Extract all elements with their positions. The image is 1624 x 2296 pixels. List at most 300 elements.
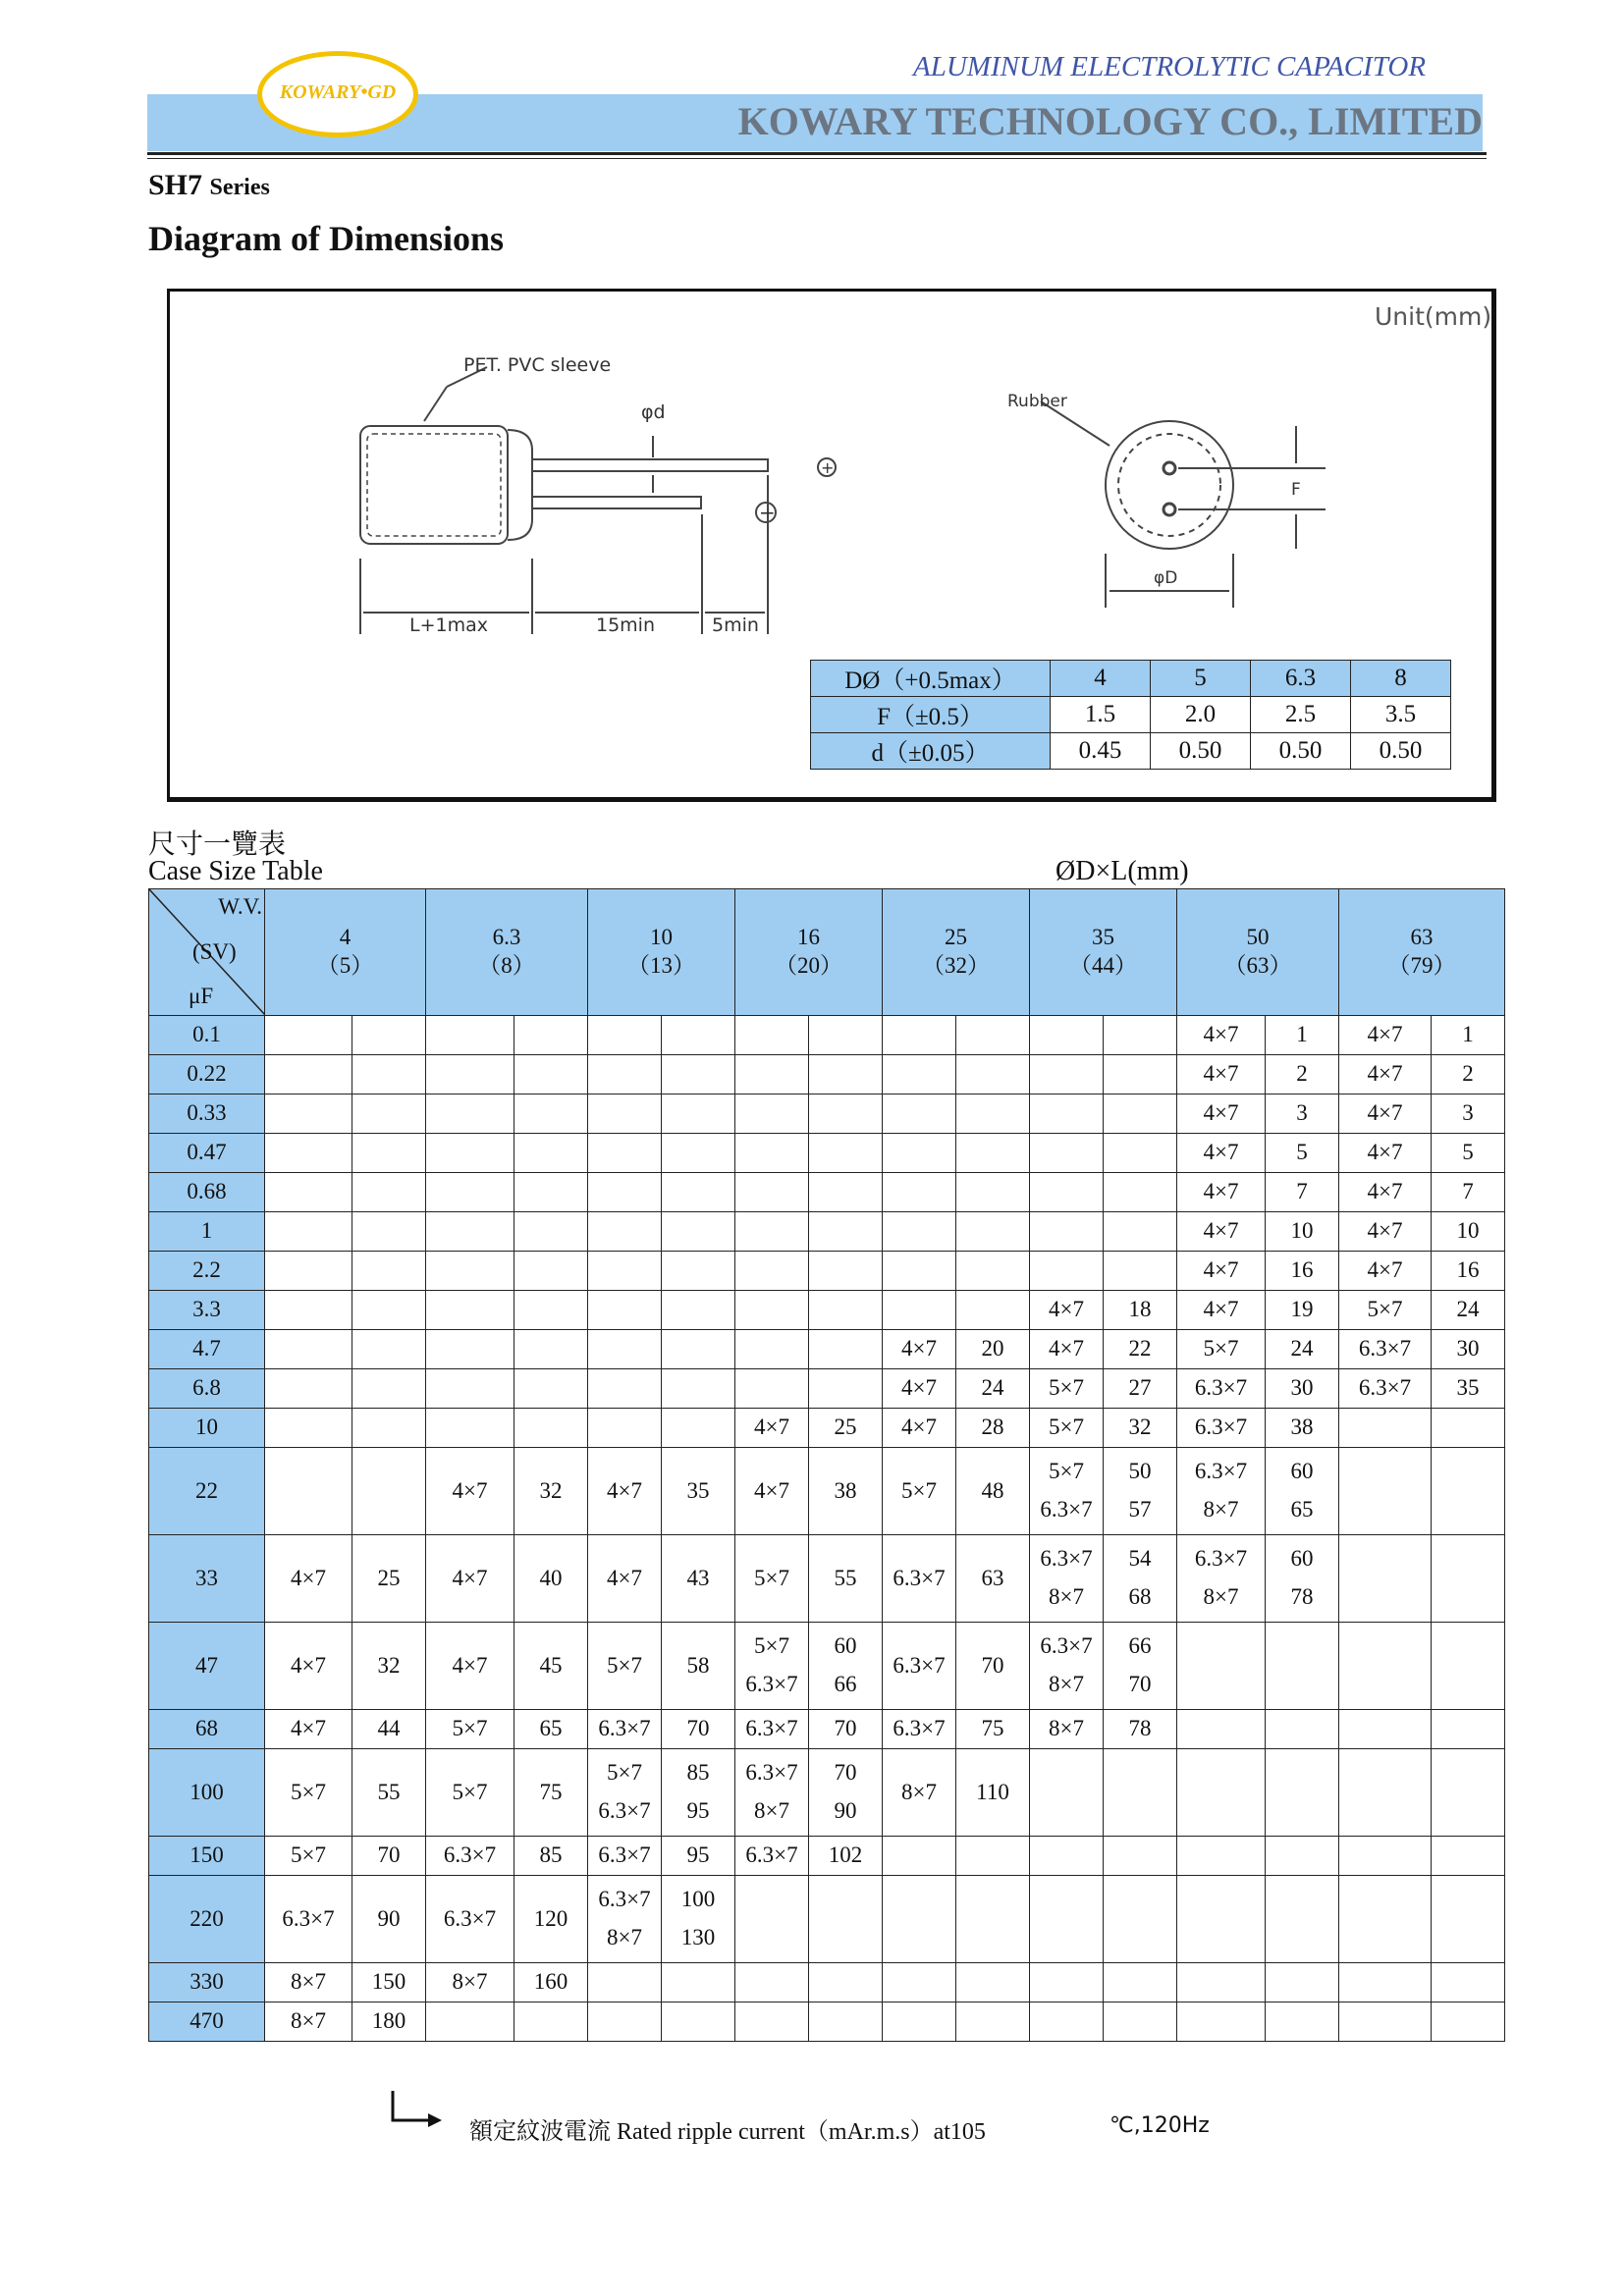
footnote-unit: ℃,120Hz	[1110, 2113, 1210, 2138]
case-size-cell	[588, 1173, 662, 1212]
rubber-label: Rubber	[1007, 392, 1067, 411]
ripple-value: 70	[686, 1716, 710, 1741]
ripple-value: 28	[981, 1415, 1004, 1440]
capacitance-cell: 150	[149, 1837, 265, 1876]
case-size-cell	[426, 1134, 514, 1173]
case-size-value: 6.3×7	[443, 1842, 497, 1868]
ripple-value: 90	[834, 1798, 857, 1823]
case-size-cell	[1339, 1095, 1432, 1134]
ripple-current-cell	[956, 1448, 1030, 1535]
end-length-label: 5min	[712, 614, 759, 636]
case-size-cell	[426, 1876, 514, 1963]
case-size-value: 6.3×7	[1358, 1336, 1412, 1362]
ripple-value: 100	[680, 1887, 716, 1912]
ripple-current-cell	[1104, 1095, 1177, 1134]
ripple-current-cell	[352, 2002, 426, 2042]
ripple-current-cell	[1432, 1409, 1505, 1448]
dim-cell: 2.5	[1251, 697, 1351, 733]
case-size-cell	[735, 1409, 809, 1448]
case-size-value: 6.3×7	[1358, 1375, 1412, 1401]
case-size-value: 6.3×7	[1194, 1375, 1248, 1401]
case-size-cell	[1339, 1369, 1432, 1409]
ripple-value: 7	[1296, 1179, 1308, 1204]
ripple-current-cell	[1104, 1252, 1177, 1291]
unit-label: Unit(mm)	[1375, 302, 1492, 331]
ripple-current-cell	[809, 1173, 883, 1212]
ripple-current-cell	[352, 1173, 426, 1212]
case-size-cell	[1339, 1535, 1432, 1623]
case-size-value: 4×7	[1203, 1100, 1239, 1126]
case-size-cell	[1030, 1095, 1104, 1134]
ripple-current-cell	[662, 1291, 735, 1330]
case-size-cell	[1030, 1291, 1104, 1330]
ripple-value: 24	[1456, 1297, 1480, 1322]
ripple-current-cell	[956, 1291, 1030, 1330]
ripple-value: 58	[686, 1652, 710, 1678]
case-size-value: 6.3×7	[1040, 1546, 1093, 1572]
case-size-cell	[1177, 1095, 1266, 1134]
capacitance-cell: 330	[149, 1963, 265, 2002]
case-size-cell	[883, 1134, 956, 1173]
ripple-value: 7	[1462, 1179, 1474, 1204]
ripple-current-cell	[809, 1409, 883, 1448]
capacitance-cell: 0.22	[149, 1055, 265, 1095]
case-size-cell	[1339, 1448, 1432, 1535]
case-size-cell	[1339, 1963, 1432, 2002]
case-size-cell	[883, 1710, 956, 1749]
lead-length-label: 15min	[596, 614, 656, 636]
corner-sv-label: (SV)	[192, 939, 237, 964]
ripple-value: 55	[834, 1565, 857, 1590]
ripple-value: 150	[371, 1969, 406, 1995]
case-size-value: 4×7	[1203, 1022, 1239, 1047]
ripple-value: 3	[1296, 1100, 1308, 1126]
case-size-value: 8×7	[754, 1798, 789, 1823]
case-size-value: 6.3×7	[598, 1716, 651, 1741]
case-size-cell	[1177, 1535, 1266, 1623]
case-size-cell	[1030, 1535, 1104, 1623]
dim-cell: 1.5	[1051, 697, 1151, 733]
ripple-current-cell	[1266, 1837, 1339, 1876]
case-size-cell	[735, 1134, 809, 1173]
case-size-cell	[735, 1963, 809, 2002]
ripple-value: 60	[1290, 1546, 1314, 1572]
ripple-value: 85	[686, 1760, 710, 1786]
case-size-cell	[588, 1212, 662, 1252]
case-size-cell	[1030, 1212, 1104, 1252]
dim-row-label: F（±0.5）	[811, 697, 1051, 733]
case-size-value: 4×7	[1203, 1061, 1239, 1087]
ripple-current-cell	[514, 1749, 588, 1837]
ripple-value: 38	[1290, 1415, 1314, 1440]
ripple-value: 18	[1128, 1297, 1152, 1322]
case-size-cell	[588, 1623, 662, 1710]
ripple-current-cell	[1104, 1330, 1177, 1369]
case-size-value: 4×7	[1367, 1257, 1403, 1283]
series-name: SH7	[148, 169, 203, 201]
ripple-current-cell	[809, 1876, 883, 1963]
ripple-current-cell	[1432, 1963, 1505, 2002]
case-size-cell	[1339, 1134, 1432, 1173]
ripple-value: 48	[981, 1477, 1004, 1503]
case-size-cell	[426, 1369, 514, 1409]
case-size-cell	[1177, 1963, 1266, 2002]
case-size-cell	[1177, 1623, 1266, 1710]
case-size-value: 4×7	[607, 1477, 642, 1503]
case-size-value: 4×7	[452, 1565, 488, 1590]
ripple-current-cell	[809, 1134, 883, 1173]
lead-diameter-label: φd	[641, 401, 666, 423]
header-rule-thin	[147, 158, 1487, 159]
sleeve-label: PET. PVC sleeve	[463, 354, 612, 376]
case-size-cell	[1030, 1409, 1104, 1448]
ripple-value: 60	[1290, 1459, 1314, 1484]
dim-row	[811, 697, 1451, 733]
case-size-cell	[1177, 1173, 1266, 1212]
case-row	[149, 1876, 1505, 1963]
ripple-current-cell	[1266, 2002, 1339, 2042]
ripple-current-cell	[1104, 1369, 1177, 1409]
ripple-current-cell	[1266, 1409, 1339, 1448]
ripple-current-cell	[662, 1016, 735, 1055]
case-size-cell	[883, 1409, 956, 1448]
case-size-value: 8×7	[1203, 1584, 1239, 1609]
case-size-value: 4×7	[1203, 1257, 1239, 1283]
ripple-current-cell	[1432, 1252, 1505, 1291]
case-size-cell	[1030, 1448, 1104, 1535]
case-size-cell	[883, 1369, 956, 1409]
surge-voltage: （79）	[1387, 953, 1456, 978]
case-size-cell	[883, 1016, 956, 1055]
ripple-current-cell	[956, 1409, 1030, 1448]
working-voltage: 50	[1246, 925, 1270, 950]
case-size-value: 4×7	[291, 1565, 326, 1590]
ripple-value: 65	[1290, 1497, 1314, 1522]
capacitance-cell: 68	[149, 1710, 265, 1749]
case-size-cell	[1030, 1876, 1104, 1963]
diameter-label: φD	[1154, 568, 1178, 588]
case-size-value: 6.3×7	[1194, 1415, 1248, 1440]
capacitance-cell: 0.68	[149, 1173, 265, 1212]
ripple-current-cell	[1432, 1212, 1505, 1252]
case-size-cell	[883, 1095, 956, 1134]
case-size-value: 5×7	[291, 1842, 326, 1868]
ripple-current-cell	[1266, 1252, 1339, 1291]
case-size-value: 4×7	[1203, 1297, 1239, 1322]
case-size-cell	[1339, 2002, 1432, 2042]
ripple-value: 3	[1462, 1100, 1474, 1126]
capacitance-cell: 2.2	[149, 1252, 265, 1291]
voltage-header	[735, 889, 883, 1016]
ripple-current-cell	[352, 1291, 426, 1330]
ripple-value: 70	[1128, 1672, 1152, 1696]
surge-voltage: （20）	[775, 953, 842, 978]
case-size-value: 5×7	[291, 1779, 326, 1804]
surge-voltage: （8）	[478, 953, 535, 978]
case-size-cell	[426, 1448, 514, 1535]
series-suffix: Series	[209, 175, 270, 200]
case-size-value: 6.3×7	[1194, 1546, 1248, 1572]
ripple-value: 40	[539, 1565, 563, 1590]
case-size-cell	[588, 1448, 662, 1535]
case-size-cell	[1339, 1055, 1432, 1095]
ripple-value: 160	[533, 1969, 568, 1995]
rubber-seal	[508, 430, 532, 540]
case-size-cell	[1339, 1252, 1432, 1291]
ripple-current-cell	[1266, 1055, 1339, 1095]
ripple-value: 2	[1462, 1061, 1474, 1087]
diagram-title: Diagram of Dimensions	[148, 219, 504, 258]
ripple-current-cell	[1266, 1173, 1339, 1212]
ripple-current-cell	[514, 1252, 588, 1291]
case-size-cell	[1177, 1134, 1266, 1173]
ripple-current-cell	[662, 2002, 735, 2042]
case-size-cell	[883, 1252, 956, 1291]
case-size-cell	[426, 1291, 514, 1330]
ripple-current-cell	[514, 1055, 588, 1095]
ripple-value: 25	[834, 1415, 857, 1440]
working-voltage: 6.3	[492, 925, 521, 950]
ripple-current-cell	[662, 1330, 735, 1369]
ripple-current-cell	[662, 1623, 735, 1710]
ripple-current-cell	[352, 1749, 426, 1837]
ripple-current-cell	[514, 1173, 588, 1212]
ripple-value: 16	[1456, 1257, 1480, 1283]
ripple-value: 102	[828, 1842, 863, 1868]
ripple-current-cell	[662, 1055, 735, 1095]
case-size-value: 6.3×7	[893, 1565, 946, 1590]
dim-header-label: DØ（+0.5max）	[811, 661, 1051, 697]
ripple-value: 85	[539, 1842, 563, 1868]
capacitance-cell: 0.33	[149, 1095, 265, 1134]
ripple-value: 66	[834, 1672, 857, 1696]
ripple-current-cell	[1432, 1837, 1505, 1876]
case-size-cell	[1339, 1749, 1432, 1837]
case-size-cell	[265, 1291, 352, 1330]
case-size-value: 8×7	[1049, 1672, 1084, 1696]
ripple-value: 5	[1296, 1140, 1308, 1165]
ripple-current-cell	[1432, 1330, 1505, 1369]
ripple-current-cell	[956, 2002, 1030, 2042]
case-size-cell	[1177, 2002, 1266, 2042]
positive-lead	[532, 459, 768, 471]
ripple-current-cell	[1266, 1535, 1339, 1623]
case-header-row	[149, 889, 1505, 1016]
case-size-cell	[588, 1876, 662, 1963]
ripple-current-cell	[1266, 1134, 1339, 1173]
case-size-cell	[883, 2002, 956, 2042]
ripple-current-cell	[1104, 1055, 1177, 1095]
case-size-cell	[1030, 1252, 1104, 1291]
case-size-cell	[1030, 1623, 1104, 1710]
case-size-cell	[1339, 1409, 1432, 1448]
case-size-cell	[426, 1837, 514, 1876]
dim-cell: 3.5	[1351, 697, 1451, 733]
case-row	[149, 1749, 1505, 1837]
ripple-value: 60	[834, 1633, 857, 1659]
ripple-current-cell	[662, 1409, 735, 1448]
case-row	[149, 1173, 1505, 1212]
case-size-cell	[735, 1173, 809, 1212]
case-size-cell	[883, 1623, 956, 1710]
ripple-value: 130	[680, 1925, 716, 1949]
case-size-value: 5×7	[1049, 1415, 1084, 1440]
end-view-outer	[1106, 421, 1233, 549]
case-size-value: 6.3×7	[893, 1652, 946, 1678]
case-size-cell	[1030, 1710, 1104, 1749]
ripple-value: 32	[377, 1652, 401, 1678]
ripple-current-cell	[352, 1016, 426, 1055]
ripple-current-cell	[514, 1134, 588, 1173]
ripple-value: 22	[1128, 1336, 1152, 1362]
case-size-cell	[265, 1212, 352, 1252]
case-size-cell	[265, 2002, 352, 2042]
ripple-value: 27	[1128, 1375, 1152, 1401]
ripple-current-cell	[1432, 1876, 1505, 1963]
ripple-value: 44	[377, 1716, 401, 1741]
capacitance-cell: 3.3	[149, 1291, 265, 1330]
ripple-current-cell	[1432, 2002, 1505, 2042]
case-size-value: 5×7	[754, 1633, 789, 1659]
ripple-current-cell	[1104, 1134, 1177, 1173]
case-size-cell	[265, 1876, 352, 1963]
ripple-current-cell	[956, 1876, 1030, 1963]
ripple-current-cell	[514, 1095, 588, 1134]
case-size-value: 4×7	[1367, 1061, 1403, 1087]
ripple-current-cell	[1266, 1623, 1339, 1710]
case-size-value: 4×7	[1203, 1179, 1239, 1204]
ripple-value: 54	[1128, 1546, 1152, 1572]
case-size-cell	[1177, 1710, 1266, 1749]
ripple-current-cell	[352, 1963, 426, 2002]
working-voltage: 25	[945, 925, 967, 950]
ripple-current-cell	[956, 1055, 1030, 1095]
ripple-current-cell	[1266, 1330, 1339, 1369]
ripple-current-cell	[514, 1448, 588, 1535]
ripple-value: 1	[1296, 1022, 1308, 1047]
case-size-cell	[426, 2002, 514, 2042]
case-size-cell	[1177, 1055, 1266, 1095]
ripple-current-cell	[1432, 1710, 1505, 1749]
case-table-dimension-note: ØD×L(mm)	[1056, 856, 1189, 886]
case-size-cell	[265, 1749, 352, 1837]
voltage-header	[883, 889, 1030, 1016]
ripple-current-cell	[662, 1095, 735, 1134]
capacitance-cell: 6.8	[149, 1369, 265, 1409]
case-size-cell	[735, 1876, 809, 1963]
f-label: F	[1291, 480, 1301, 500]
case-size-cell	[1177, 1749, 1266, 1837]
end-view-inner	[1118, 434, 1220, 536]
ripple-current-cell	[809, 1963, 883, 2002]
case-row	[149, 1055, 1505, 1095]
ripple-value: 75	[981, 1716, 1004, 1741]
case-size-cell	[1177, 1837, 1266, 1876]
case-size-cell	[265, 1095, 352, 1134]
case-size-cell	[588, 1749, 662, 1837]
ripple-current-cell	[1104, 1291, 1177, 1330]
case-size-cell	[883, 1837, 956, 1876]
case-size-cell	[426, 1212, 514, 1252]
case-size-cell	[735, 1291, 809, 1330]
dim-header-row	[811, 661, 1451, 697]
ripple-current-cell	[514, 1535, 588, 1623]
case-size-cell	[883, 1173, 956, 1212]
ripple-current-cell	[956, 1535, 1030, 1623]
ripple-current-cell	[1432, 1369, 1505, 1409]
case-size-cell	[883, 1749, 956, 1837]
case-size-cell	[265, 1963, 352, 2002]
case-size-value: 8×7	[291, 2008, 326, 2034]
case-size-cell	[265, 1710, 352, 1749]
ripple-value: 5	[1462, 1140, 1474, 1165]
case-size-cell	[735, 1330, 809, 1369]
case-row	[149, 1134, 1505, 1173]
case-size-value: 8×7	[291, 1969, 326, 1995]
ripple-value: 24	[1290, 1336, 1314, 1362]
ripple-value: 70	[981, 1652, 1004, 1678]
ripple-current-cell	[1266, 1749, 1339, 1837]
ripple-current-cell	[514, 1369, 588, 1409]
minus-symbol: −	[759, 501, 776, 524]
case-size-cell	[1177, 1448, 1266, 1535]
case-size-value: 4×7	[1367, 1218, 1403, 1244]
ripple-current-cell	[662, 1749, 735, 1837]
case-row	[149, 1095, 1505, 1134]
ripple-value: 110	[976, 1779, 1009, 1804]
ripple-current-cell	[1104, 1448, 1177, 1535]
case-size-cell	[883, 1963, 956, 2002]
case-size-cell	[265, 1173, 352, 1212]
case-table-title-cjk: 尺寸一覽表	[148, 828, 287, 860]
capacitance-cell: 4.7	[149, 1330, 265, 1369]
case-size-value: 6.3×7	[745, 1672, 798, 1696]
ripple-value: 66	[1128, 1633, 1152, 1659]
case-size-value: 4×7	[754, 1477, 789, 1503]
case-size-cell	[426, 1016, 514, 1055]
ripple-current-cell	[662, 1448, 735, 1535]
case-size-cell	[1177, 1330, 1266, 1369]
case-size-cell	[426, 1055, 514, 1095]
ripple-current-cell	[1266, 1095, 1339, 1134]
logo-text: KOWARY•GD	[279, 81, 397, 103]
ripple-current-cell	[352, 1055, 426, 1095]
case-row	[149, 1448, 1505, 1535]
ripple-current-cell	[662, 1710, 735, 1749]
ripple-value: 10	[1456, 1218, 1480, 1244]
case-size-cell	[426, 1749, 514, 1837]
capacitance-cell: 0.1	[149, 1016, 265, 1055]
ripple-value: 25	[377, 1565, 401, 1590]
ripple-value: 20	[981, 1336, 1004, 1362]
ripple-current-cell	[1266, 1710, 1339, 1749]
ripple-current-cell	[1104, 1837, 1177, 1876]
ripple-value: 90	[377, 1905, 401, 1931]
ripple-current-cell	[662, 1173, 735, 1212]
ripple-current-cell	[1266, 1016, 1339, 1055]
case-size-cell	[1339, 1330, 1432, 1369]
dim-cell: 0.45	[1051, 733, 1151, 770]
case-size-cell	[1030, 1837, 1104, 1876]
case-size-value: 4×7	[1367, 1100, 1403, 1126]
ripple-current-cell	[956, 1252, 1030, 1291]
capacitance-cell: 220	[149, 1876, 265, 1963]
ripple-current-cell	[956, 1016, 1030, 1055]
case-size-cell	[1339, 1623, 1432, 1710]
ripple-value: 19	[1290, 1297, 1314, 1322]
ripple-current-cell	[514, 1409, 588, 1448]
ripple-value: 35	[686, 1477, 710, 1503]
